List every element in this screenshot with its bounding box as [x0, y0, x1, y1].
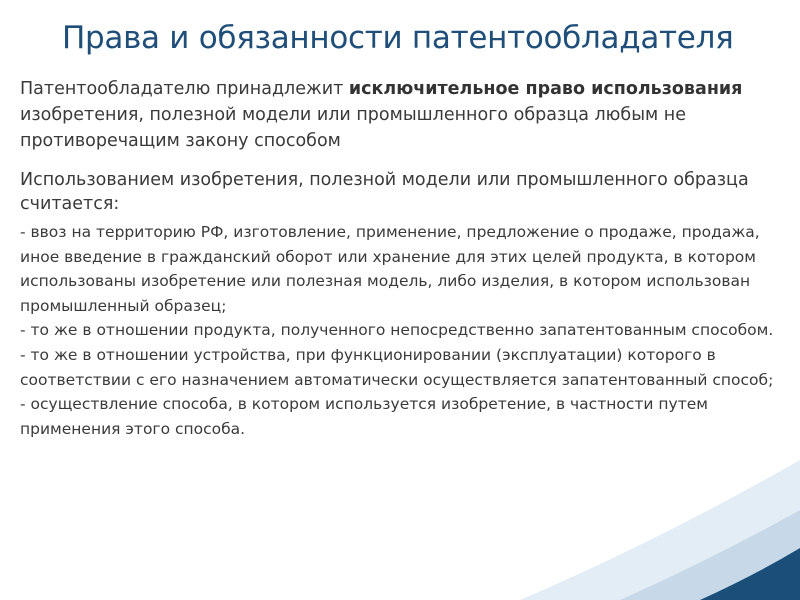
- intro-bold-phrase: исключительное право использования: [348, 79, 743, 99]
- corner-decoration: [500, 430, 800, 600]
- usage-item-method-application: - осуществление способа, в котором используется изобретение, в частности путем применения этого способа.: [20, 395, 708, 438]
- intro-text-after: изобретения, полезной модели или промышленного образца любым не противоречащим закону способом: [20, 105, 686, 151]
- usage-item-device: - то же в отношении устройства, при функционировании (эксплуатации) которого в соответствии с его назначением автоматически осуществляется запатентованный способ;: [20, 345, 774, 389]
- usage-heading: Использованием изобретения, полезной модели или промышленного образца считается:: [20, 170, 749, 214]
- usage-item-import: - ввоз на территорию РФ, изготовление, применение, предложение о продаже, продажа, иное введение в гражданский оборот или хранение для этих целей продукта, в котором использованы изобретение или полезная модель, либо изделия, в котором использован промышленный образец;: [20, 223, 760, 315]
- usage-item-product-by-method: - то же в отношении продукта, полученного непосредственно запатентованным способом.: [20, 321, 774, 340]
- intro-paragraph: [20, 76, 780, 154]
- usage-list: [20, 220, 790, 441]
- intro-text-before: Патентообладателю принадлежит: [20, 79, 349, 99]
- slide-title: Права и обязанности патентообладателя: [62, 20, 734, 56]
